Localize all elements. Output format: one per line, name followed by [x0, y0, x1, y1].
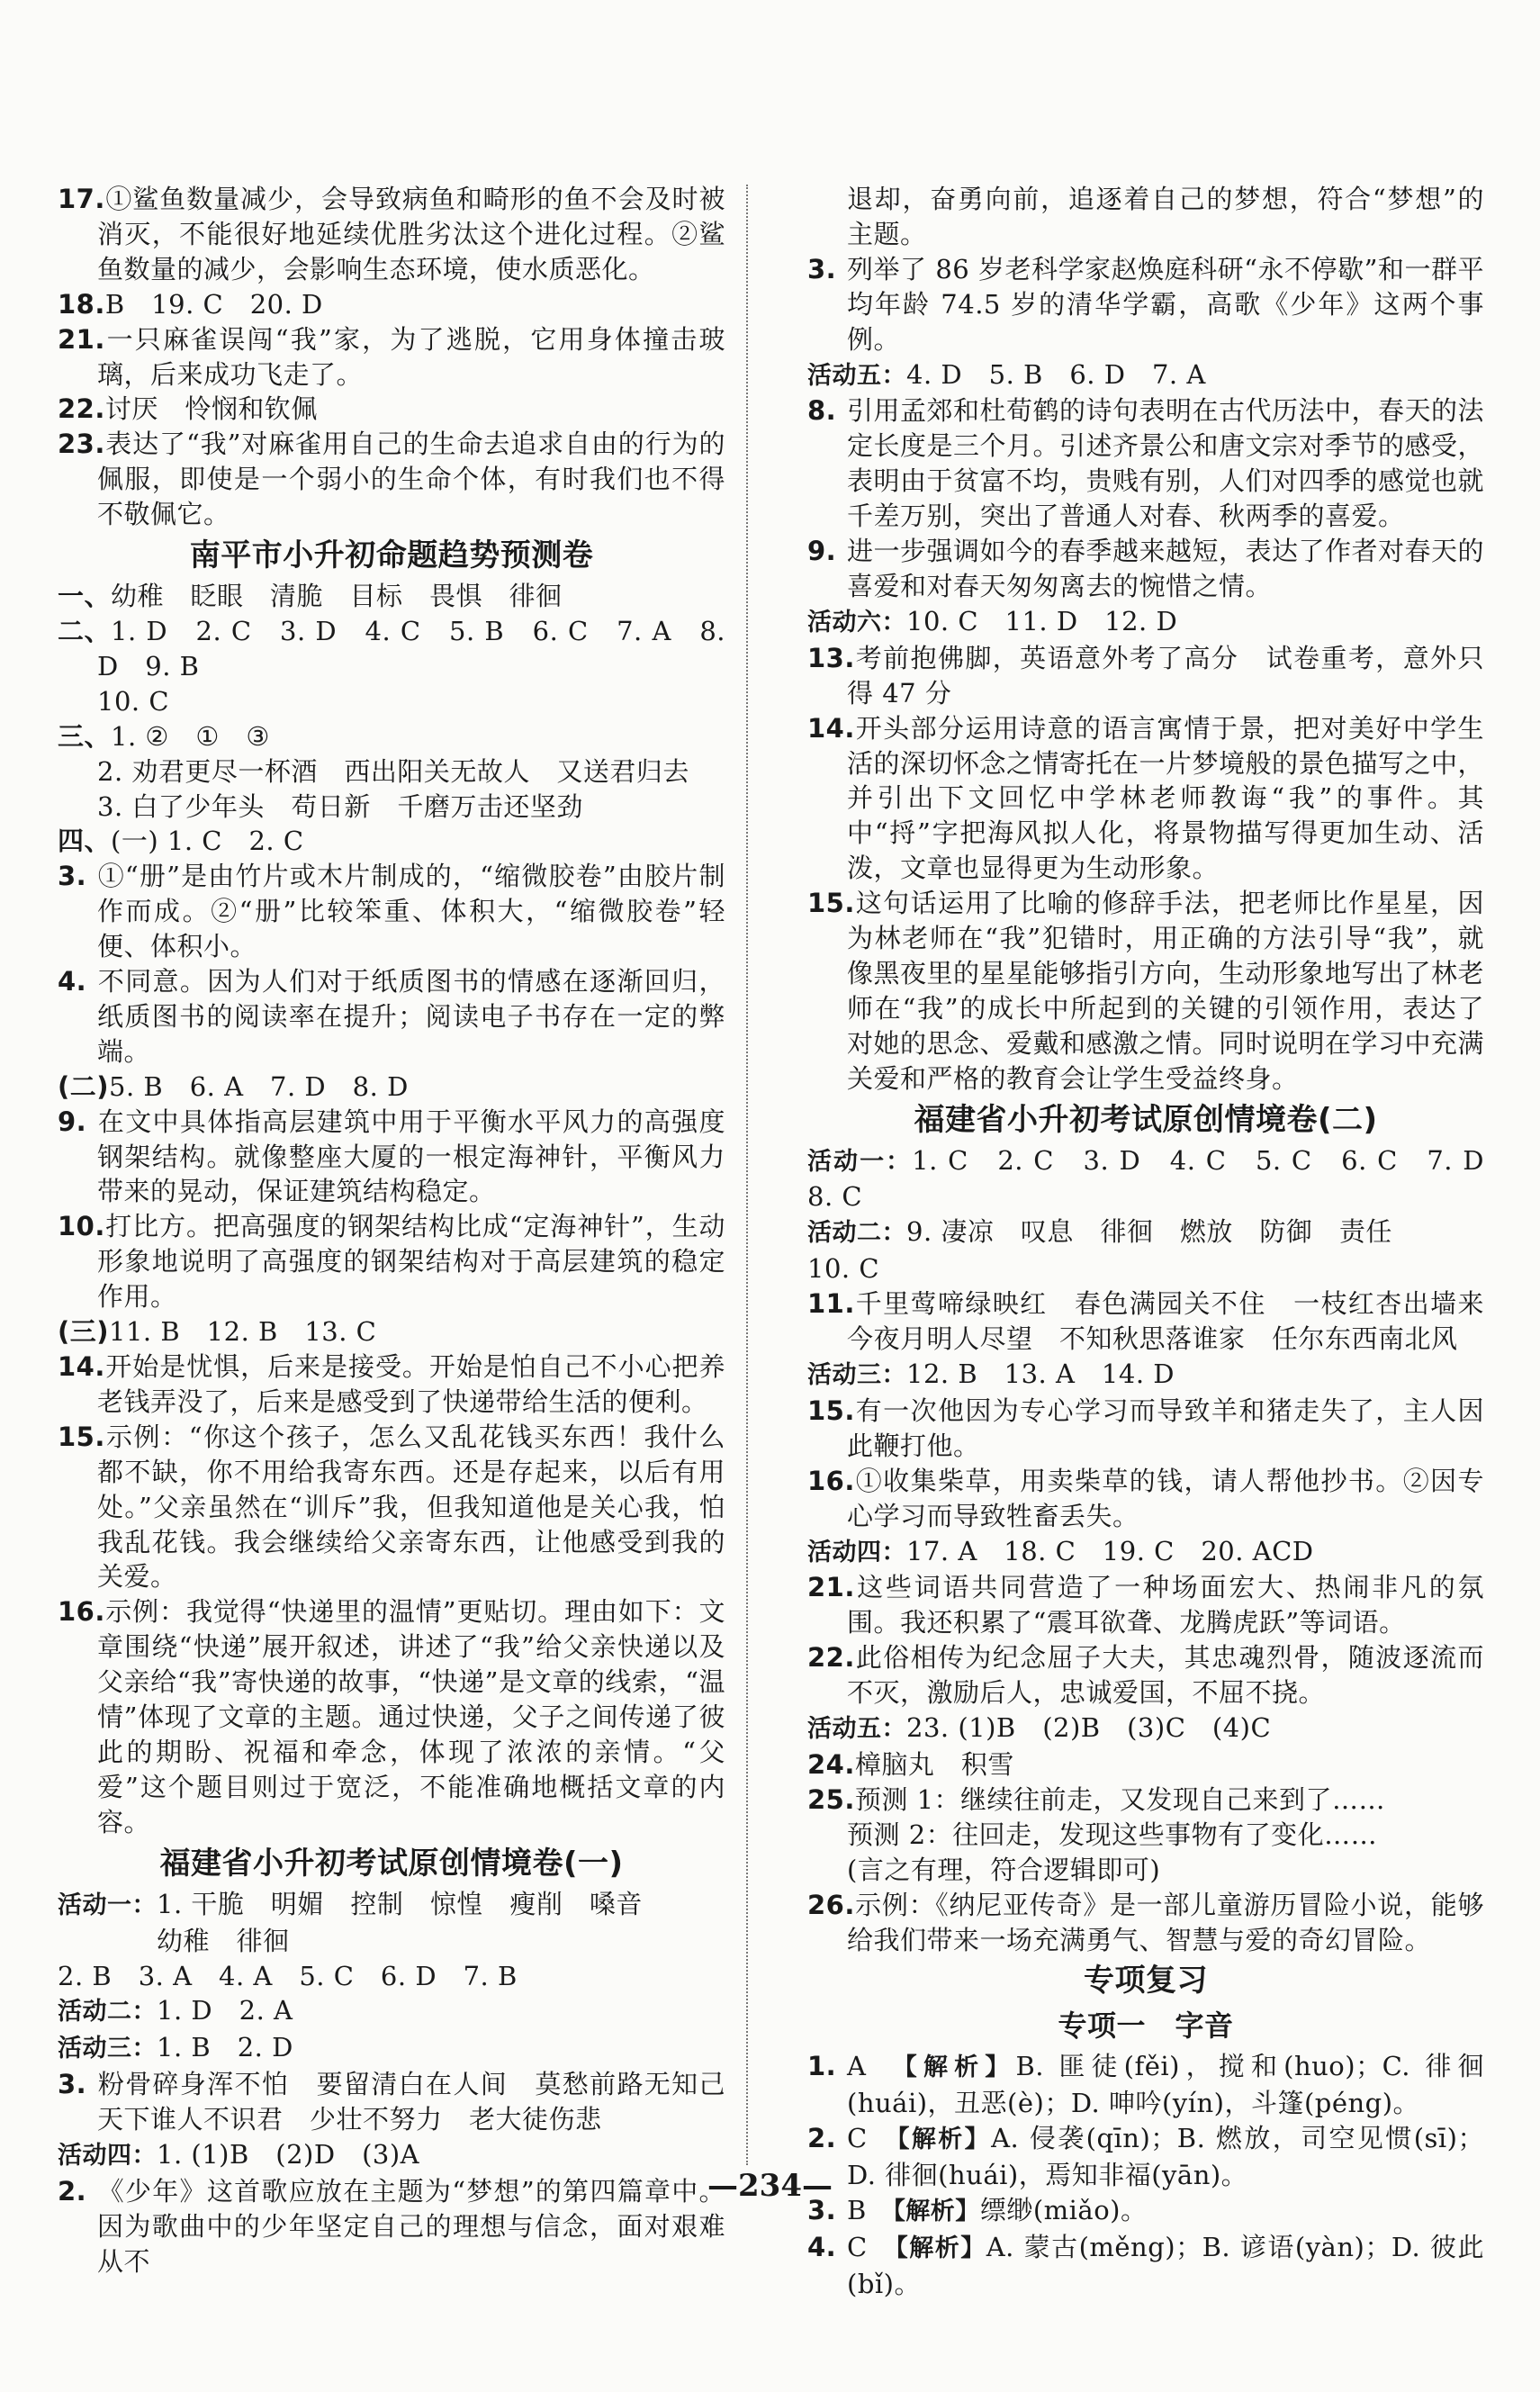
question-number: 22.	[807, 1642, 855, 1674]
answer-item	[807, 1888, 1484, 1958]
answer-text: 《少年》这首歌应放在主题为“梦想”的第四篇章中。因为歌曲中的少年坚定自己的理想与信念，面对艰难从不	[97, 2175, 725, 2277]
question-number: 26.	[807, 1889, 855, 1920]
answer-text: 此俗相传为纪念屈子大夫，其忠魂烈骨，随波逐流而不灭，激励后人，忠诚爱国，不屈不挠。	[847, 1642, 1484, 1709]
activity-label: 活动三：	[807, 1361, 906, 1389]
activity-label: 活动一：	[807, 1147, 913, 1176]
section-title: 南平市小升初命题趋势预测卷	[189, 537, 594, 574]
answer-text: 10. C 11. D 12. D	[906, 605, 1178, 636]
answer-item	[807, 1640, 1484, 1711]
question-number: 2.	[807, 2123, 837, 2154]
activity-line	[58, 1993, 725, 2030]
question-number: 24.	[807, 1748, 855, 1780]
answer-text: 千里莺啼绿映红 春色满园关不住 一枝红杏出墙来 今夜月明人尽望 不知秋思落谁家 任尔东西南北风	[847, 1288, 1511, 1355]
question-number: 15.	[807, 1395, 855, 1426]
answer-continuation: 2. 劝君更尽一杯酒 西出阳关无故人 又送君归去	[97, 755, 689, 787]
question-number: 1.	[807, 2051, 837, 2082]
answer-item	[807, 2230, 1484, 2302]
answer-item	[58, 1420, 725, 1595]
answer-text: 1. D 2. A	[157, 1995, 293, 2026]
answer-item	[807, 1464, 1484, 1534]
activity-label: 活动五：	[807, 361, 906, 390]
answer-text: 幼稚 眨眼 清脆 目标 畏惧 徘徊	[111, 581, 563, 612]
answer-text: 引用孟郊和杜荀鹤的诗句表明在古代历法中，春天的法定长度是三个月。引述齐景公和唐文宗对季节的感受，表明由于贫富不均，贵贱有别，人们对四季的感觉也就千差万别，突出了普通人对春、秋两季的喜爱。	[847, 395, 1485, 532]
question-number: 3.	[807, 2195, 837, 2226]
answer-text: 考前抱佛脚，英语意外考了高分 试卷重考，意外只得 47 分	[847, 642, 1484, 709]
page-number: —234—	[707, 2168, 833, 2204]
answer-text: ①收集柴草，用卖柴草的钱，请人帮他抄书。②因专心学习而导致牲畜丢失。	[847, 1465, 1484, 1531]
question-number: 23.	[58, 429, 105, 460]
answer-text: 不同意。因为人们对于纸质图书的情感在逐渐回归，纸质图书的阅读率在提升；阅读电子书存在一定的弊端。	[97, 966, 725, 1067]
answer-text: 进一步强调如今的春季越来越短，表达了作者对春天的喜爱和对春天匆匆离去的惋惜之情。	[847, 536, 1485, 601]
answer-continuation: 10. C	[97, 685, 170, 717]
activity-label: 活动四：	[58, 2142, 157, 2171]
answer-text: 列举了 86 岁老科学家赵焕庭科研“永不停歇”和一群平均年龄 74.5 岁的清华学霸，高歌《少年》这两个事例。	[847, 253, 1484, 355]
answer-text: 开始是忧惧，后来是接受。开始是怕自己不小心把养老钱弄没了，后来是感受到了快递带给生活的便利。	[97, 1351, 725, 1417]
activity-label: 活动五：	[807, 1715, 906, 1744]
question-number: 3.	[58, 861, 87, 892]
analysis-text: A. 蒙古(měng)；B. 谚语(yàn)；D. 彼此(bǐ)。	[847, 2231, 1484, 2299]
answer-item	[58, 824, 725, 859]
answer-continuation: 3. 白了少年头 苟日新 千磨万击还坚劲	[97, 790, 583, 822]
answer-text: C	[847, 2123, 897, 2154]
question-number: 三、	[58, 720, 112, 752]
question-number: 14.	[58, 1351, 105, 1382]
activity-line	[58, 1887, 725, 1924]
answer-text: 这些词语共同营造了一种场面宏大、热闹非凡的氛围。我还积累了“震耳欲聋、龙腾虎跃”等词语。	[847, 1572, 1484, 1638]
answer-text: ①鲨鱼数量减少，会导致病鱼和畸形的鱼不会及时被消灭，不能很好地延续优胜劣汰这个进化过程。②鲨鱼数量的减少，会影响生态环境，使水质恶化。	[97, 184, 725, 284]
question-number: 9.	[807, 536, 837, 567]
analysis-text: 缥缈(miǎo)。	[979, 2195, 1148, 2226]
question-number: 25.	[807, 1783, 855, 1815]
answer-item	[58, 579, 725, 614]
answer-item	[58, 1349, 725, 1420]
answer-item	[807, 711, 1484, 887]
answer-continuation: 退却，奋勇向前，追逐着自己的梦想，符合“梦想”的主题。	[847, 184, 1484, 249]
answer-item	[58, 1594, 725, 1839]
left-column	[58, 182, 752, 2279]
question-number: 11.	[807, 1288, 855, 1320]
answer-text: 1. C 2. C 3. D 4. C 5. C 6. C 7. D 8. C	[807, 1144, 1511, 1213]
answer-item	[58, 964, 725, 1070]
answer-text: 在文中具体指高层建筑中用于平衡水平风力的高强度钢架结构。就像整座大厦的一根定海神针，平衡风力带来的晃动，保证建筑结构稳定。	[97, 1106, 725, 1207]
question-number: 16.	[807, 1465, 855, 1496]
answer-text: ①“册”是由竹片或木片制成的，“缩微胶卷”由胶片制作而成。②“册”比较笨重、体积大，“缩微胶卷”轻便、体积小。	[97, 861, 725, 962]
answer-item	[807, 886, 1484, 1096]
question-number: (三)	[58, 1316, 110, 1348]
answer-text: 这句话运用了比喻的修辞手法，把老师比作星星，因为林老师在“我”犯错时，用正确的方法引导“我”，就像黑夜里的星星能够指引方向，生动形象地写出了林老师在“我”的成长中所起到的关键的引领作用，表达了对她的思念、爱戴和感激之情。同时说明在学习中充满关爱和严格的教育会让学生受益终身。	[847, 888, 1485, 1094]
answer-item	[58, 182, 725, 287]
answer-item	[58, 322, 725, 393]
analysis-label: 【解析】	[896, 2234, 986, 2262]
answer-item	[807, 1747, 1484, 1783]
answer-item	[58, 392, 725, 427]
answer-line: 2. B 3. A 4. A 5. C 6. D 7. B	[58, 1960, 518, 1991]
right-column	[807, 182, 1511, 2302]
answer-item	[58, 1209, 725, 1314]
answer-item	[58, 719, 725, 754]
answer-text: 开头部分运用诗意的语言寓情于景，把对美好中学生活的深切怀念之情寄托在一片梦境般的景色描写之中，并引出下文回忆中学林老师教诲“我”的事件。其中“捋”字把海风拟人化，将景物描写得更加生动、活泼，文章也显得更为生动形象。	[847, 712, 1485, 884]
question-number: 16.	[58, 1596, 105, 1628]
answer-item	[807, 1394, 1484, 1464]
section-subtitle: 专项一 字音	[1058, 2008, 1234, 2044]
activity-label: 活动一：	[58, 1891, 157, 1919]
activity-line	[807, 1143, 1511, 1215]
answer-text: 示例：“你这个孩子，怎么又乱花钱买东西！我什么都不缺，你不用给我寄东西。还是存起来，以后有用处。”父亲虽然在“训斥”我，但我知道他是关心我，怕我乱花钱。我会继续给父亲寄东西，让他感受到我的关爱。	[97, 1421, 725, 1593]
question-number: 21.	[58, 323, 105, 355]
answer-text: 粉骨碎身浑不怕 要留清白在人间 莫愁前路无知己 天下谁人不识君 少壮不努力 老大徒伤悲	[97, 2069, 752, 2135]
question-number: 9.	[58, 1106, 87, 1137]
answer-text: 打比方。把高强度的钢架结构比成“定海神针”，生动形象地说明了高强度的钢架结构对于高层建筑的稳定作用。	[97, 1211, 725, 1313]
answer-item	[58, 2067, 752, 2137]
answer-text: 表达了“我”对麻雀用自己的生命去追求自由的行为的佩服，即使是一个弱小的生命个体，有时我们也不得不敬佩它。	[97, 429, 725, 530]
answer-item	[807, 534, 1484, 604]
analysis-label: 【解析】	[905, 2054, 1016, 2082]
question-number: 一、	[58, 581, 112, 612]
activity-line	[807, 1534, 1484, 1571]
question-number: 四、	[58, 826, 112, 857]
answer-item	[58, 1070, 725, 1105]
activity-label: 活动二：	[58, 1998, 157, 2026]
analysis-text: B. 匪徒(fěi)，搅和(huo)；C. 徘徊(huái)，丑恶(è)；D. 呻吟(yín)，斗篷(péng)。	[847, 2051, 1484, 2119]
answer-text: 23. (1)B (2)B (3)C (4)C	[906, 1712, 1272, 1744]
answer-item	[807, 1783, 1484, 1818]
answer-item	[58, 427, 725, 532]
section-title: 福建省小升初考试原创情境卷(二)	[914, 1101, 1378, 1138]
answer-item	[807, 641, 1484, 711]
analysis-text: A. 侵袭(qīn)；B. 燃放，司空见惯(sī)；D. 徘徊(huái)，焉知非福(yān)。	[847, 2123, 1484, 2191]
answer-item	[807, 393, 1484, 534]
question-number: 2.	[58, 2175, 87, 2207]
activity-line	[807, 604, 1484, 641]
question-number: 15.	[58, 1421, 105, 1452]
answer-text: 讨厌 怜悯和钦佩	[104, 393, 318, 425]
question-number: 3.	[58, 2069, 87, 2100]
answer-item	[58, 859, 725, 964]
question-number: 13.	[807, 642, 855, 673]
question-number: 15.	[807, 888, 855, 919]
answer-continuation: (言之有理，符合逻辑即可)	[847, 1854, 1161, 1885]
answer-text: 一只麻雀误闯“我”家，为了逃脱，它用身体撞击玻璃，后来成功飞走了。	[97, 323, 725, 390]
answer-text: 1. ② ① ③	[111, 720, 270, 752]
answer-text: 1. B 2. D	[157, 2032, 293, 2063]
answer-item	[58, 287, 725, 322]
question-number: 22.	[58, 393, 105, 425]
section-title: 福建省小升初考试原创情境卷(一)	[159, 1845, 624, 1882]
question-number: 14.	[807, 712, 855, 744]
answer-item	[807, 252, 1484, 357]
answer-text: 1. 干脆 明媚 控制 惊惶 瘦削 嗓音	[157, 1888, 643, 1919]
analysis-label: 【解析】	[893, 2198, 980, 2226]
activity-line	[58, 2030, 725, 2067]
answer-item	[807, 1570, 1484, 1640]
question-number: 10.	[58, 1211, 105, 1242]
analysis-label: 【解析】	[896, 2126, 992, 2154]
activity-label: 活动四：	[807, 1538, 906, 1566]
answer-text: B 19. C 20. D	[104, 288, 323, 320]
activity-line	[807, 1357, 1484, 1394]
activity-line	[807, 357, 1484, 394]
activity-line	[807, 1711, 1484, 1747]
answer-text: A	[847, 2051, 905, 2082]
question-number: 3.	[807, 253, 837, 284]
question-number: 二、	[58, 615, 112, 646]
question-number: 8.	[807, 395, 837, 427]
question-number: 18.	[58, 288, 105, 320]
question-number: 17.	[58, 184, 105, 214]
answer-text: 17. A 18. C 19. C 20. ACD	[906, 1535, 1314, 1566]
answer-text: 12. B 13. A 14. D	[906, 1358, 1175, 1389]
answer-text: B	[847, 2195, 894, 2226]
answer-text: 1. D 2. C 3. D 4. C 5. B 6. C 7. A 8. D 9. B	[97, 615, 725, 681]
answer-text: 5. B 6. A 7. D 8. D	[109, 1070, 409, 1102]
question-number: 21.	[807, 1572, 855, 1603]
question-number: (二)	[58, 1070, 110, 1102]
activity-label: 活动六：	[807, 608, 906, 636]
activity-label: 活动三：	[58, 2035, 157, 2063]
answer-item	[58, 1314, 725, 1349]
activity-label: 活动二：	[807, 1219, 906, 1248]
answer-continuation: 幼稚 徘徊	[157, 1925, 290, 1956]
answer-item	[807, 2049, 1484, 2121]
answer-text: 樟脑丸 积雪	[854, 1748, 1014, 1780]
answer-line: 10. C	[807, 1253, 880, 1285]
answer-text: 9. 凄凉 叹息 徘徊 燃放 防御 责任	[906, 1216, 1392, 1248]
answer-text: 示例：我觉得“快递里的温情”更贴切。理由如下：文章围绕“快递”展开叙述，讲述了“我”给父亲快递以及父亲给“我”寄快递的故事，“快递”是文章的线索，“温情”体现了文章的主题。通过快递，父子之间传递了彼此的期盼、祝福和牵念，体现了浓浓的亲情。“父爱”这个题目则过于宽泛，不能准确地概括文章的内容。	[97, 1596, 725, 1837]
answer-text: 预测 1：继续往前走，又发现自己来到了……	[854, 1783, 1386, 1815]
answer-text: C	[847, 2231, 896, 2262]
question-number: 4.	[807, 2231, 837, 2262]
answer-item	[58, 614, 725, 684]
answer-text: 11. B 12. B 13. C	[109, 1316, 377, 1348]
answer-item	[807, 1286, 1511, 1357]
answer-text: 4. D 5. B 6. D 7. A	[906, 358, 1206, 390]
answer-continuation: 预测 2：往回走，发现这些事物有了变化……	[847, 1819, 1378, 1850]
question-number: 4.	[58, 966, 87, 997]
column-divider	[746, 185, 748, 2165]
answer-text: (一) 1. C 2. C	[111, 826, 304, 857]
section-title: 专项复习	[1084, 1963, 1208, 1999]
answer-text: 示例：《纳尼亚传奇》是一部儿童游历冒险小说，能够给我们带来一场充满勇气、智慧与爱的奇幻冒险。	[847, 1889, 1484, 1955]
answer-item	[58, 1105, 725, 1210]
answer-text: 有一次他因为专心学习而导致羊和猪走失了，主人因此鞭打他。	[847, 1395, 1484, 1461]
activity-line	[807, 1214, 1484, 1251]
answer-text: 1. (1)B (2)D (3)A	[157, 2139, 420, 2171]
